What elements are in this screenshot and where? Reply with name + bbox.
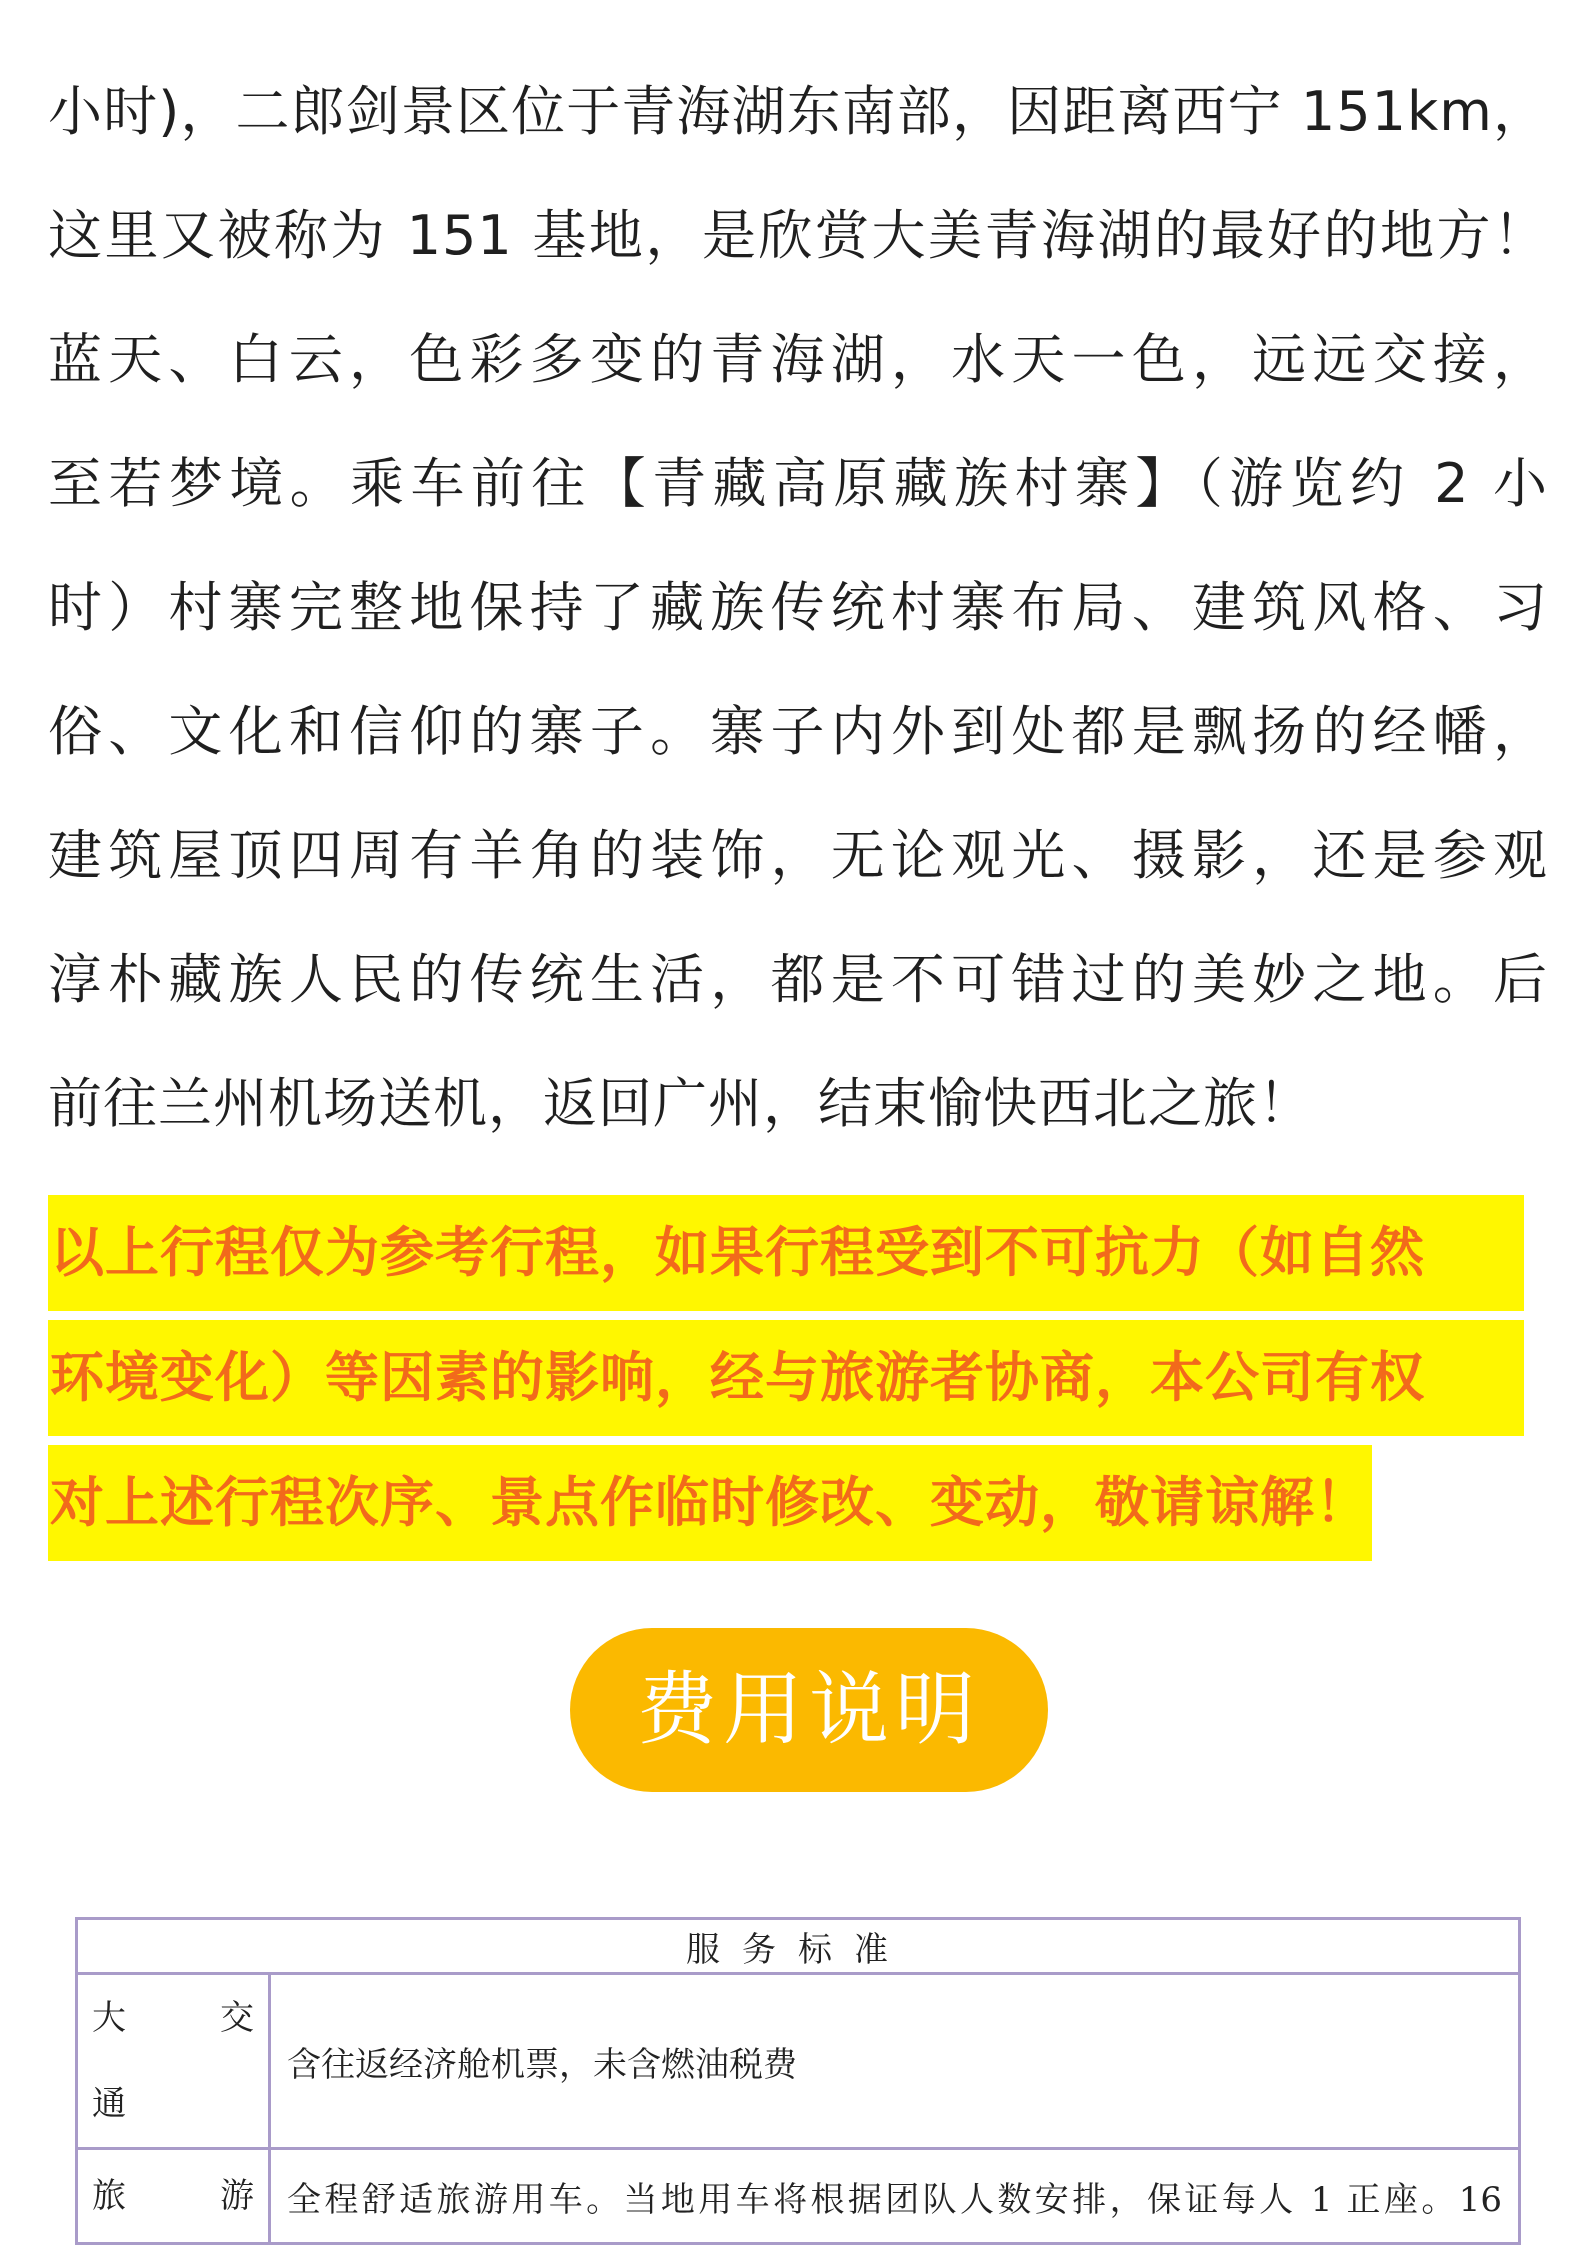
itinerary-line: 小时)，二郎剑景区位于青海湖东南部，因距离西宁 151km， <box>48 80 1548 143</box>
notice-line: 环境变化）等因素的影响，经与旅游者协商，本公司有权 <box>48 1320 1524 1436</box>
key-part: 通 <box>92 2084 126 2124</box>
key-part: 大 <box>92 1998 126 2038</box>
itinerary-line: 前往兰州机场送机，返回广州，结束愉快西北之旅！ <box>48 1072 1313 1135</box>
table-row <box>77 2149 1520 2244</box>
key-part: 游 <box>220 2176 254 2216</box>
itinerary-paragraph <box>48 50 1548 1166</box>
table-row <box>77 1974 1520 2149</box>
itinerary-line: 蓝天、白云，色彩多变的青海湖，水天一色，远远交接， <box>48 328 1548 391</box>
row-key-transport <box>77 1974 270 2149</box>
itinerary-line: 建筑屋顶四周有羊角的装饰，无论观光、摄影，还是参观 <box>48 824 1548 887</box>
fee-description-button[interactable]: 费用说明 <box>570 1628 1048 1792</box>
row-key-tour <box>77 2149 270 2244</box>
itinerary-line: 淳朴藏族人民的传统生活，都是不可错过的美妙之地。后 <box>48 948 1548 1011</box>
service-standard-table <box>75 1917 1521 2245</box>
itinerary-line: 至若梦境。乘车前往【青藏高原藏族村寨】（游览约 2 小 <box>48 452 1548 515</box>
itinerary-line: 俗、文化和信仰的寨子。寨子内外到处都是飘扬的经幡， <box>48 700 1548 763</box>
key-part: 交 <box>220 1998 254 2038</box>
table-title: 服务标准 <box>77 1919 1520 1974</box>
row-value-transport: 含往返经济舱机票，未含燃油税费 <box>270 1974 1520 2149</box>
itinerary-line: 这里又被称为 151 基地，是欣赏大美青海湖的最好的地方！ <box>48 204 1548 267</box>
notice-line: 对上述行程次序、景点作临时修改、变动，敬请谅解！ <box>48 1445 1372 1561</box>
itinerary-line: 时）村寨完整地保持了藏族传统村寨布局、建筑风格、习 <box>48 576 1548 639</box>
key-part: 旅 <box>92 2176 126 2216</box>
row-value-tour: 全程舒适旅游用车。当地用车将根据团队人数安排，保证每人 1 正座。16 <box>270 2149 1520 2244</box>
itinerary-notice <box>48 1195 1587 1570</box>
notice-line: 以上行程仅为参考行程，如果行程受到不可抗力（如自然 <box>48 1195 1524 1311</box>
